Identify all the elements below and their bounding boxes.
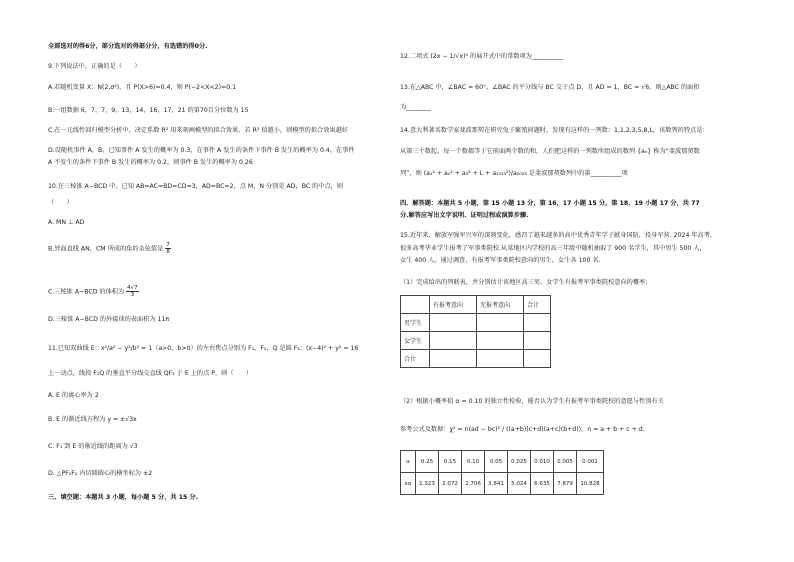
table-row — [401, 332, 551, 350]
question-13-line2: 为________ — [400, 104, 431, 111]
table-header-row — [401, 296, 551, 314]
option-c-text: C.三棱锥 A−BCD 的体积为 — [48, 288, 125, 296]
question-11-option-d: D. △PF₁F₂ 内切圆圆心的横坐标为 ±2 — [48, 470, 153, 477]
question-10-paren: （ ） — [48, 199, 73, 206]
question-10-option-d: D.三棱锥 A−BCD 的外接球的表面积为 11π — [48, 316, 170, 323]
alpha-cell: 0.10 — [462, 451, 485, 473]
fraction-denominator: 8 — [166, 249, 170, 255]
table-header-cell — [401, 296, 430, 314]
section-4-heading-line1: 四、解答题：本题共 5 小题，第 15 小题 13 分，第 16，17 小题 15 分，第 18，19 小题 17 分，共 77 — [400, 200, 700, 207]
critical-value-cell: 3.841 — [485, 473, 508, 495]
question-11-option-b: B. E 的渐近线方程为 y = ±√3x — [48, 416, 137, 423]
table-header-cell: 合计 — [524, 296, 551, 314]
option-b-text: B.异面直线 AN，CM 所成的角的余弦值是 — [48, 245, 164, 253]
critical-value-cell: 1.323 — [416, 473, 439, 495]
critical-value-cell: 6.635 — [531, 473, 554, 495]
question-13-line1: 13.在△ABC 中，∠BAC = 60°，∠BAC 的平分线与 BC 交于点 D，且 AD = 1，BC = √6，则△ABC 的面积 — [400, 84, 700, 91]
alpha-row — [401, 451, 604, 473]
question-9-option-d-line1: D.设随机事件 A，B，已知事件 A 发生的概率为 0.3，在事件 A 发生的条件下事件 B 发生的概率为 0.4，在事件 — [48, 147, 355, 154]
critical-value-cell: 7.879 — [554, 473, 577, 495]
table-header-cell: 有报考意向 — [430, 296, 477, 314]
alpha-cell: 0.025 — [508, 451, 531, 473]
question-15-line3: 女生 400 人，通过调查，有报考军事类院校意向的男生，女生各 100 名. — [400, 257, 601, 264]
question-14-line3: 列”，则 (a₁² + a₂² + a₃² + L + a₂₀₂₃²)/a₂₀₂₃ 是斐波那契数列中的第__________项 — [400, 170, 628, 177]
fraction-numerator: 7 — [166, 242, 170, 248]
question-9-option-a: A.若随机变量 X：N(2,σ²)，且 P(X>6)=0.4，则 P(−2<X<2)=0.1 — [48, 84, 237, 91]
row-label: 合计 — [401, 350, 430, 368]
x-alpha-label: xα — [401, 473, 416, 495]
table-cell — [430, 314, 477, 332]
row-label: 女学生 — [401, 332, 430, 350]
critical-value-table — [400, 450, 604, 495]
critical-value-cell: 10.828 — [577, 473, 604, 495]
scoring-note: 全部选对的得6分，部分选对的得部分分，有选错的得0分. — [48, 43, 208, 50]
alpha-cell: 0.05 — [485, 451, 508, 473]
table-cell — [430, 350, 477, 368]
fraction-volume — [126, 285, 139, 298]
table-cell — [477, 350, 524, 368]
table-row — [401, 314, 551, 332]
question-15-part2: （2）根据小概率值 α = 0.10 的独立性检验，能否认为学生有报考军事类院校的意愿与性别有关 — [400, 398, 664, 405]
question-9-option-d-line2: A 不发生的条件下事件 B 发生的概率为 0.2，则事件 B 发生的概率为 0.26 — [48, 159, 253, 166]
question-15-part1: （1）完成给出的列联表，并分别估计该地区高三男、女学生有报考军事类院校意向的概率； — [400, 279, 652, 286]
fraction-7-8 — [165, 242, 171, 255]
question-11-stem-line2: 上一动点，线段 F₁Q 的垂直平分线交直线 QF₂ 于 E 上的点 P，则（ ） — [48, 370, 253, 377]
table-cell — [477, 332, 524, 350]
section-3-heading: 三、填空题：本题共 3 小题，每小题 5 分，共 15 分. — [48, 494, 199, 501]
alpha-cell: 0.25 — [416, 451, 439, 473]
question-11-option-a: A. E 的离心率为 2 — [48, 392, 99, 399]
table-cell — [477, 314, 524, 332]
table-header-cell: 无报考意向 — [477, 296, 524, 314]
question-11-option-c: C. F₁ 到 E 的渐近线的距离为 √3 — [48, 443, 138, 450]
question-12: 12.二项式 (2x − 1/√x)⁶ 的展开式中的常数项为__________ — [400, 53, 563, 60]
alpha-cell: 0.005 — [554, 451, 577, 473]
question-10-option-a: A. MN ⊥ AD — [48, 219, 85, 226]
alpha-cell: 0.15 — [439, 451, 462, 473]
critical-value-cell: 5.024 — [508, 473, 531, 495]
question-10-option-c — [48, 285, 139, 298]
table-cell — [524, 314, 551, 332]
question-9-option-c: C.在一元线性回归模型分析中，决定系数 R² 用来刻画模型的拟合效果，若 R² 值越小，则模型的拟合效果越好 — [48, 127, 348, 134]
question-10-option-b — [48, 242, 171, 255]
question-15-line1: 15.近年来，解放军强军兴军的深刻变化，感召了越来越多的高中优秀青年学子献身国防，投身军营. 2024 年高考， — [400, 232, 717, 239]
section-4-heading-line2: 分.解答应写出文字说明、证明过程或演算步骤. — [400, 212, 529, 219]
question-14-line1: 14.意大利著名数学家斐波那契在研究兔子繁殖问题时，发现有这样的一列数：1,1,2,3,5,8,L，该数列的特点是： — [400, 127, 709, 134]
critical-value-cell: 2.072 — [439, 473, 462, 495]
reference-formula: 参考公式及数据：χ² = n(ad − bc)² / ((a+b)(c+d)(a+c)(b+d))，n = a + b + c + d. — [400, 426, 645, 433]
question-9-option-b: B.一组数据 6，7，7，9，13，14，16，17，21 的第70百分位数为 15 — [48, 107, 249, 114]
alpha-cell: 0.010 — [531, 451, 554, 473]
row-label: 男学生 — [401, 314, 430, 332]
contingency-table — [400, 295, 551, 368]
question-11-stem-line1: 11.已知双曲线 E：x²/a² − y²/b² = 1（a>0，b>0）的左右焦点分别为 F₁，F₂，Q 是圆 F₂：(x−4)² + y² = 16 — [48, 345, 359, 352]
question-15-line2: 很多高考毕业学生报考了军事类院校.从某地区内学校的高三年级中随机抽取了 900 名学生，其中男生 500 人， — [400, 245, 706, 252]
alpha-cell: 0.001 — [577, 451, 604, 473]
table-cell — [524, 332, 551, 350]
question-14-line2: 从第三个数起，每一个数都等于它前面两个数的和，人们把这样的一列数所组成的数列 {aₙ} 称为“斐波那契数 — [400, 148, 700, 155]
question-9-stem: 9.下列说法中，正确的是（ ） — [48, 63, 141, 70]
alpha-label: α — [401, 451, 416, 473]
fraction-denominator: 3 — [130, 292, 135, 298]
table-row — [401, 350, 551, 368]
question-10-stem: 10.在三棱锥 A−BCD 中，已知 AB=AC=BD=CD=3，AD=BC=2，点 M，N 分别是 AD，BC 的中点，则 — [48, 183, 344, 190]
table-cell — [430, 332, 477, 350]
critical-value-cell: 2.706 — [462, 473, 485, 495]
fraction-numerator: 4√7 — [127, 285, 138, 291]
table-cell — [524, 350, 551, 368]
critical-value-row — [401, 473, 604, 495]
